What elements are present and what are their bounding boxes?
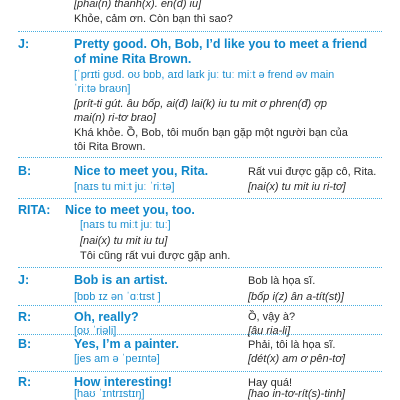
romanization-line: [dét(x) am ơ pên-tơ] (248, 353, 346, 365)
vietnamese-line: Hay quá! (248, 377, 293, 389)
vietnamese-line: Rất vui được gặp cô, Rita. (248, 166, 377, 178)
top-vietnamese: Khỏe, cảm ơn. Còn bạn thì sao? (74, 13, 233, 25)
divider (18, 371, 382, 372)
romanization-line: [nai(x) tu mit iu tu] (80, 235, 168, 247)
ipa-line: [haʊ ˈɪntrɪstɪŋ] (74, 388, 145, 400)
divider (18, 267, 382, 268)
speaker-label: J: (18, 273, 30, 287)
english-line: of mine Rita Brown. (74, 52, 192, 66)
english-line: Yes, I’m a painter. (74, 337, 179, 351)
romanization-line: [hao in-tơ-rít(s)-tinh] (248, 388, 346, 400)
speaker-label: RITA: (18, 203, 51, 217)
divider (18, 31, 382, 32)
vietnamese-line: Ồ, vậy à? (248, 311, 296, 323)
romanization-line: [prít-ti gút. âu bốp, ai(đ) lai(k) iu tu mit ơ phren(đ) ợp (74, 98, 327, 110)
speaker-label: R: (18, 375, 32, 389)
english-line: Nice to meet you, Rita. (74, 164, 209, 178)
english-line: Bob is an artist. (74, 273, 168, 287)
ipa-line: [naɪs tu miːt juː tuː] (80, 219, 171, 231)
romanization-line: [âu ria-li] (248, 325, 291, 337)
vietnamese-line: Bob là họa sĩ. (248, 275, 316, 287)
english-line: How interesting! (74, 375, 172, 389)
ipa-line: [naɪs tu miːt juː ˈriːtə] (74, 181, 175, 193)
divider (18, 305, 382, 306)
ipa-line: [jes am ə ˈpeɪntə] (74, 353, 160, 365)
ipa-line: [oʊ ˈriəli] (74, 325, 117, 337)
vietnamese-line: Phải, tôi là họa sĩ. (248, 339, 336, 351)
english-line: Oh, really? (74, 310, 139, 324)
speaker-label: J: (18, 37, 30, 51)
divider (18, 334, 382, 335)
vietnamese-line: Tôi cũng rất vui được gặp anh. (80, 250, 231, 262)
ipa-line: [ˈprɪti ɡʊd. oʊ bɒb, aɪd laɪk juː tuː miːt ə frend əv main (74, 69, 335, 81)
romanization-line: mai(n) ri-tơ brao] (74, 112, 156, 124)
ipa-line: [bɒb ɪz ən ˈɑːtɪst ] (74, 291, 161, 303)
top-romanization: [phai(n) thanh(x). en(đ) iu] (74, 0, 202, 10)
speaker-label: B: (18, 337, 32, 351)
romanization-line: [nai(x) tu mit iu ri-tơ] (248, 181, 346, 193)
divider (18, 198, 382, 199)
vietnamese-line: Khá khỏe. Ồ, Bob, tôi muốn bạn gặp một người bạn của (74, 127, 348, 139)
speaker-label: R: (18, 310, 32, 324)
romanization-line: [bốp i(z) ân a-tít(st)] (248, 291, 344, 303)
divider (18, 157, 382, 158)
ipa-line: ˈriːtə braʊn] (74, 83, 131, 95)
english-line: Pretty good. Oh, Bob, I’d like you to meet a friend (74, 37, 368, 51)
english-line: Nice to meet you, too. (65, 203, 195, 217)
speaker-label: B: (18, 164, 32, 178)
vietnamese-line: tôi Rita Brown. (74, 141, 146, 153)
